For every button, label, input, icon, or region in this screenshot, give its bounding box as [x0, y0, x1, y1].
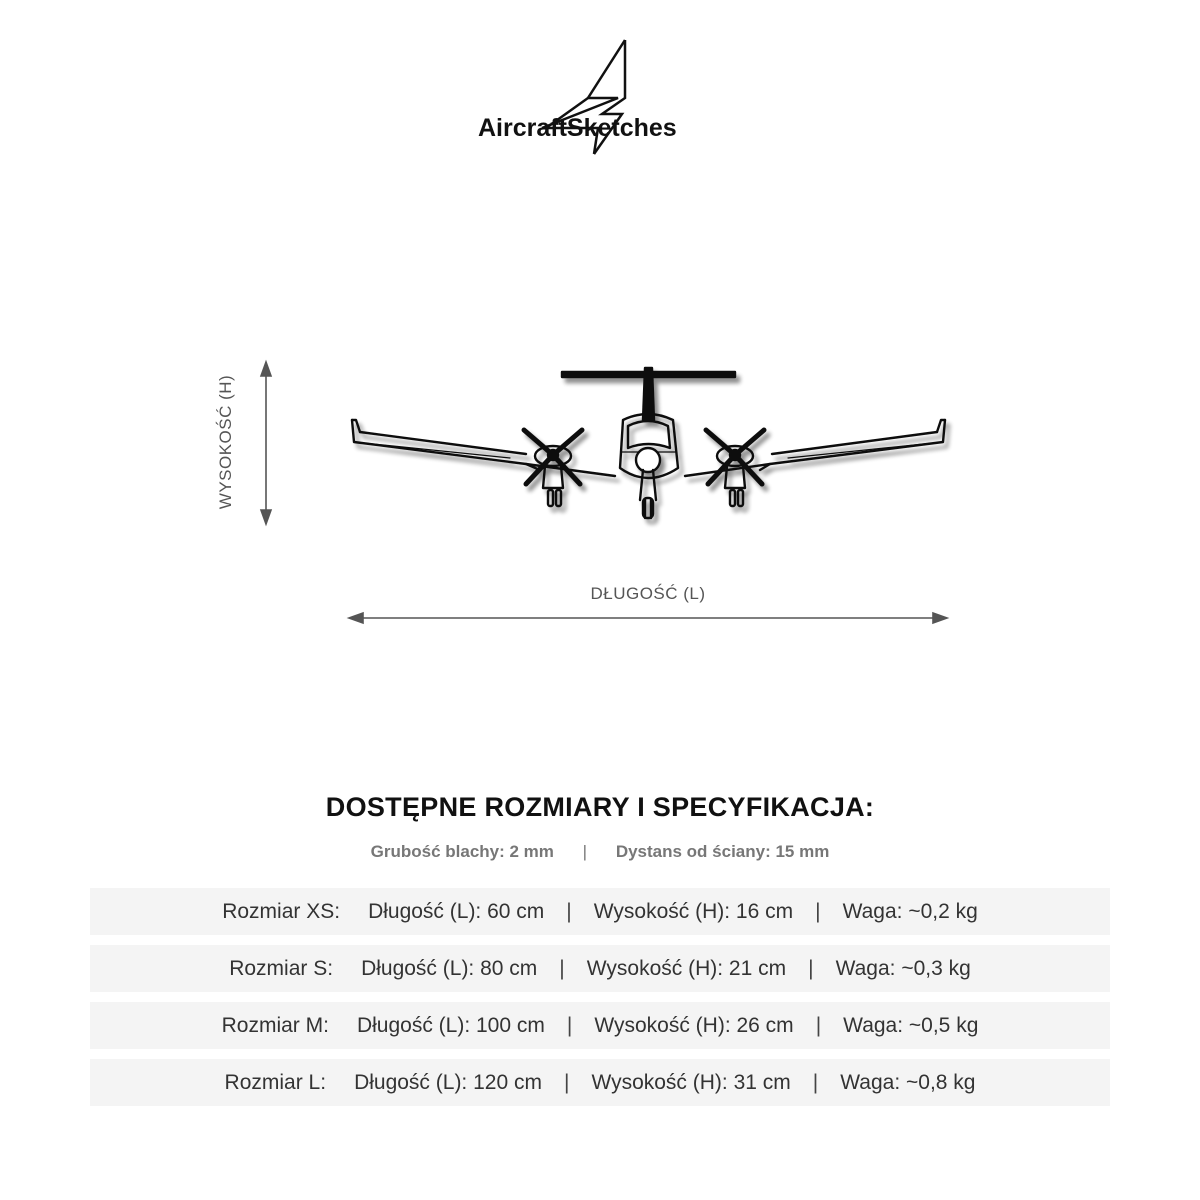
size-name: Rozmiar M: [221, 1013, 329, 1037]
size-length: Długość (L): 120 cm [354, 1070, 542, 1094]
size-row-xs [90, 888, 1110, 935]
size-height: Wysokość (H): 31 cm [591, 1070, 791, 1094]
aircraft-silhouette [340, 360, 960, 530]
separator: | [582, 842, 588, 861]
length-arrow-left [349, 613, 363, 623]
separator: | [563, 1070, 570, 1094]
height-arrow-top [261, 362, 271, 376]
size-name: Rozmiar XS: [222, 899, 341, 923]
spec-title: DOSTĘPNE ROZMIARY I SPECYFIKACJA: [325, 792, 875, 822]
size-weight: Waga: ~0,5 kg [843, 1013, 979, 1037]
separator: | [566, 1013, 573, 1037]
separator: | [808, 956, 814, 980]
separator: | [559, 956, 565, 980]
size-length: Długość (L): 60 cm [368, 899, 545, 923]
size-weight: Waga: ~0,8 kg [840, 1070, 976, 1094]
size-weight: Waga: ~0,3 kg [835, 956, 971, 980]
size-height: Wysokość (H): 16 cm [593, 899, 794, 923]
separator: | [815, 899, 821, 923]
separator: | [566, 899, 572, 923]
wall-distance: Dystans od ściany: 15 mm [615, 842, 830, 861]
size-height: Wysokość (H): 21 cm [586, 956, 787, 980]
separator: | [812, 1070, 819, 1094]
size-name: Rozmiar S: [229, 956, 334, 980]
sheet-thickness: Grubość blachy: 2 mm [370, 842, 554, 861]
logo-brand-text: AircraftSketches [478, 114, 677, 142]
size-name: Rozmiar L: [224, 1070, 327, 1094]
size-row-s [90, 945, 1110, 992]
height-arrow-bottom [261, 510, 271, 524]
size-row-m [90, 1002, 1110, 1049]
height-label: WYSOKOŚĆ (H) [216, 374, 235, 510]
size-table [90, 888, 1110, 1116]
size-row-l [90, 1059, 1110, 1106]
size-length: Długość (L): 100 cm [356, 1013, 545, 1037]
size-height: Wysokość (H): 26 cm [594, 1013, 794, 1037]
size-length: Długość (L): 80 cm [361, 956, 538, 980]
length-arrow-right [933, 613, 947, 623]
separator: | [815, 1013, 822, 1037]
size-weight: Waga: ~0,2 kg [842, 899, 978, 923]
spec-subtitle [0, 842, 1200, 862]
length-label: DŁUGOŚĆ (L) [590, 584, 706, 603]
